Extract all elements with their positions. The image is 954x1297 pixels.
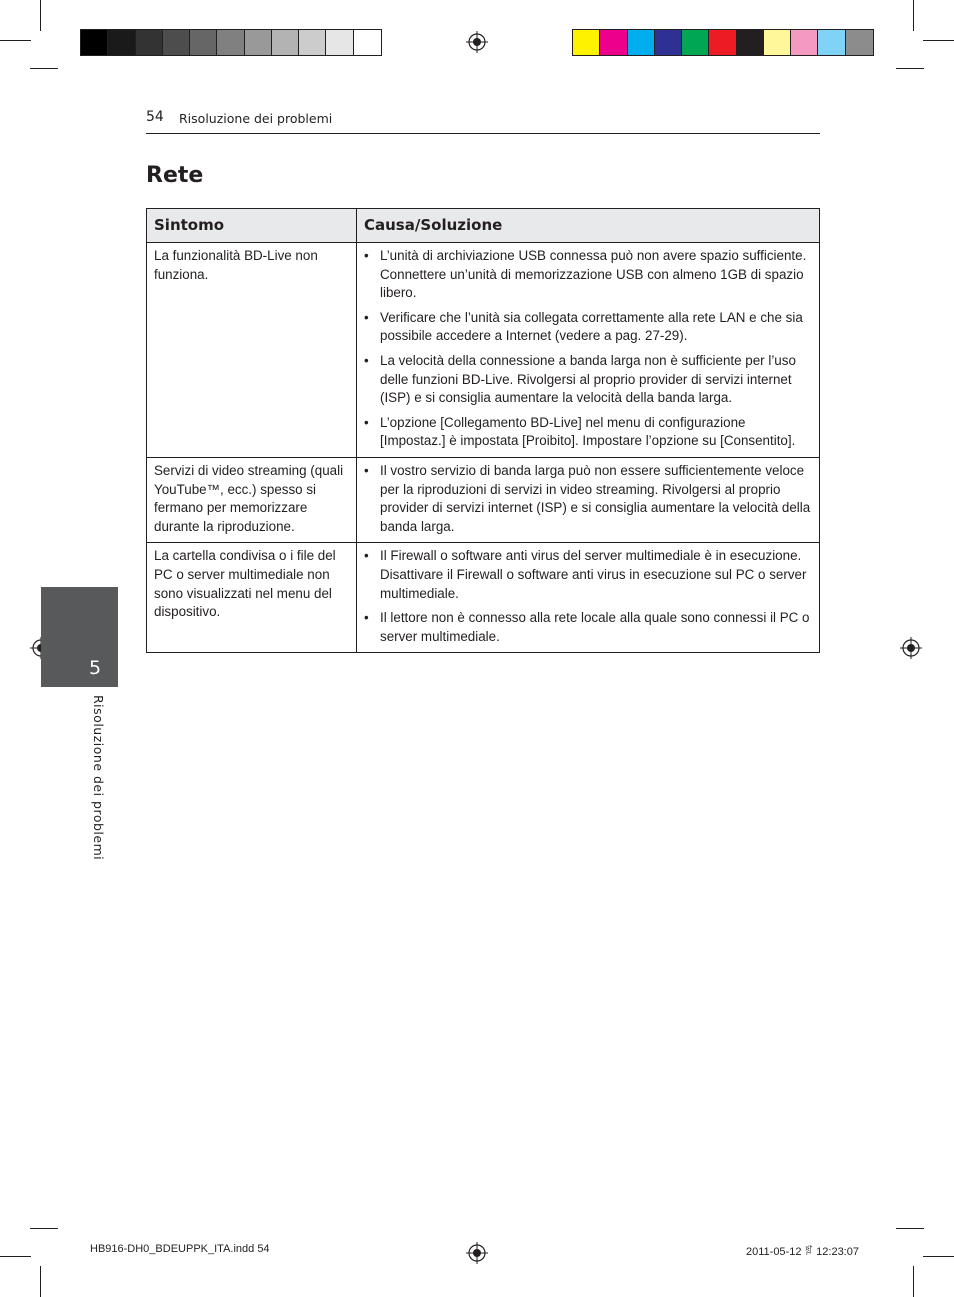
solution-item: • La velocità della connessione a banda larga non è sufficiente per l’uso delle funzioni BD-Live. Rivolgersi al proprio provider di servizi internet (ISP) e si consiglia aumentare la velocità della banda larga. xyxy=(364,352,796,406)
symptom-cell: La cartella condivisa o i file del PC o server multimediale non sono visualizzati nel menu del dispositivo. xyxy=(147,543,357,653)
solution-cell xyxy=(357,457,820,542)
solution-item: • Verificare che l’unità sia collegata correttamente alla rete LAN e che sia possibile accedere a Internet (vedere a pag. 27-29). xyxy=(364,309,803,344)
color-swatch xyxy=(245,30,272,55)
color-swatch xyxy=(764,30,791,55)
bullet-icon: • xyxy=(364,548,369,564)
solution-cell xyxy=(357,543,820,653)
color-swatch xyxy=(272,30,299,55)
running-head: Risoluzione dei problemi xyxy=(179,111,333,126)
section-title: Rete xyxy=(146,163,204,188)
color-swatch xyxy=(217,30,244,55)
color-swatch xyxy=(81,30,108,55)
crop-mark xyxy=(0,1256,31,1257)
crop-mark xyxy=(40,0,41,31)
crop-mark xyxy=(0,40,31,41)
page-number: 54 xyxy=(146,109,164,125)
header-symptom: Sintomo xyxy=(147,209,357,243)
troubleshooting-table xyxy=(146,208,820,653)
crop-mark xyxy=(30,1228,58,1229)
color-swatch xyxy=(163,30,190,55)
crop-mark xyxy=(913,0,914,31)
crop-mark xyxy=(923,1256,954,1257)
solution-item: • Il vostro servizio di banda larga può non essere sufficientemente veloce per la riproduzioni di servizi in video streaming. Rivolgersi al proprio provider di servizi internet (ISP) e si consiglia aumentare la velocità della banda larga. xyxy=(364,462,811,534)
slug-datetime: 2011-05-12 ꂎ 12:23:07 xyxy=(746,1246,859,1258)
gray-color-bar xyxy=(80,29,382,56)
color-swatch xyxy=(628,30,655,55)
bullet-icon: • xyxy=(364,610,369,626)
registration-mark-icon xyxy=(466,31,488,53)
color-swatch xyxy=(326,30,353,55)
crop-mark xyxy=(896,68,924,69)
bullet-icon: • xyxy=(364,414,369,430)
chapter-tab xyxy=(41,587,118,687)
process-color-bar xyxy=(572,29,874,56)
table-row xyxy=(147,457,820,542)
color-swatch xyxy=(190,30,217,55)
solution-item: • L’unità di archiviazione USB connessa può non avere spazio sufficiente. Connettere un’unità di memorizzazione USB con almeno 1GB di spazio libero. xyxy=(364,248,807,301)
color-swatch xyxy=(600,30,627,55)
registration-mark-icon xyxy=(466,1242,488,1264)
color-swatch xyxy=(709,30,736,55)
crop-mark xyxy=(30,68,58,69)
bullet-icon: • xyxy=(364,462,369,478)
color-swatch xyxy=(818,30,845,55)
color-swatch xyxy=(136,30,163,55)
bullet-icon: • xyxy=(364,248,369,263)
color-swatch xyxy=(791,30,818,55)
bullet-icon: • xyxy=(364,352,369,368)
header-rule xyxy=(146,133,820,134)
solution-item: • Il lettore non è connesso alla rete locale alla quale sono connessi il PC o server multimediale. xyxy=(364,610,810,644)
solution-item: • L’opzione [Collegamento BD-Live] nel menu di configurazione [Impostaz.] è impostata [Proibito]. Impostare l’opzione su [Consentito]. xyxy=(364,414,796,449)
table-row xyxy=(147,243,820,458)
bullet-icon: • xyxy=(364,309,369,325)
solution-item: • Il Firewall o software anti virus del server multimediale è in esecuzione. Disattivare il Firewall o software anti virus in esecuzione sul PC o server multimediale. xyxy=(364,548,807,601)
crop-mark xyxy=(923,40,954,41)
slug-filename: HB916-DH0_BDEUPPK_ITA.indd 54 xyxy=(90,1243,270,1255)
color-swatch xyxy=(108,30,135,55)
chapter-number: 5 xyxy=(89,657,102,679)
color-swatch xyxy=(655,30,682,55)
color-swatch xyxy=(682,30,709,55)
symptom-cell: La funzionalità BD-Live non funziona. xyxy=(147,243,357,458)
color-swatch xyxy=(846,30,873,55)
table-header-row xyxy=(147,209,820,243)
symptom-cell: Servizi di video streaming (quali YouTube™, ecc.) spesso si fermano per memorizzare durante la riproduzione. xyxy=(147,457,357,542)
header-solution: Causa/Soluzione xyxy=(357,209,820,243)
crop-mark xyxy=(913,1266,914,1297)
chapter-label: Risoluzione dei problemi xyxy=(91,695,106,861)
color-swatch xyxy=(299,30,326,55)
table-row xyxy=(147,543,820,653)
color-swatch xyxy=(737,30,764,55)
registration-mark-icon xyxy=(900,637,922,659)
color-swatch xyxy=(354,30,381,55)
crop-mark xyxy=(896,1228,924,1229)
crop-mark xyxy=(40,1266,41,1297)
solution-cell xyxy=(357,243,820,458)
color-swatch xyxy=(573,30,600,55)
